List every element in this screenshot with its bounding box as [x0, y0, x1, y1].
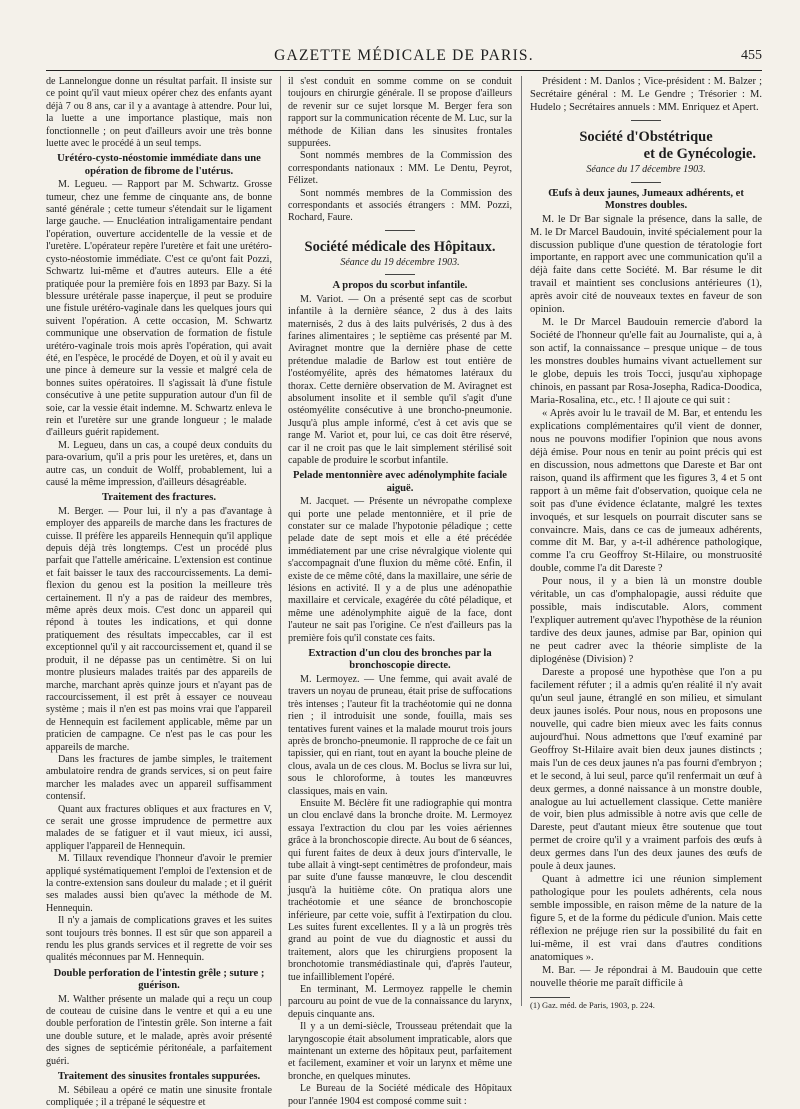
paragraph: M. Jacquet. — Présente un névropathe complexe qui porte une pelade mentonnière, et il prie de constater sur ce malade l'hypotonie péladique ; cette pelade date de sept mois et elle a été précédée immédiatement par une crise névralgique violente qui s'accompagnait d'une fluxion du même côté. Enfin, il existe de ce même côté, dans la maxillaire, une série de lésions en activité. Il y a de plus une adénopathie maxillaire et cervicale, exagérée du côté péladique, et même une adénolymphite aiguë de la face, dont l'auteur ne sait pas l'origine. Ce n'est d'ailleurs pas la première fois qu'il constate ces faits. [288, 496, 512, 645]
paragraph: M. Legueu. — Rapport par M. Schwartz. Grosse tumeur, chez une femme de cinquante ans, de bonne santé générale ; cette tumeur s'étendait sur le ligament large gauche. — Enucléation intraligamentaire pendant l'opération, ouverture accidentelle de la vessie et de l'uretère. L'opérateur repère l'uretère et fait une urétéro-cysto-néostomie immédiate. C'est ce qu'ont fait Pozzi, Schwartz lui-même et d'autres auteurs. Elle a été pratiquée pour la première fois en 1893 par Bazy. Si la blessure urétérale passe inaperçue, il peut se produire une fistule urétéro-vaginale dans les quelques jours qui suivent l'opération. A cette occasion, M. Schwartz communique une observation de formation de fistule urétéro-vaginale trois mois après l'opération, qui avait été, en l'espèce, le procédé de Doyen, et où il y avait eu une pince à demeure sur la vessie et malgré cela de bonnes suites opératoires. Il s'agissait là d'une fistule consécutive à une petite suppuration autour d'un fil de soie, car la vessie était indemne. M. Schwartz enleva le rein et l'uretère sur une grande longueur ; le malade d'ailleurs guérit rapidement. [46, 179, 272, 440]
separator [385, 230, 415, 231]
paragraph: M. Berger. — Pour lui, il n'y a pas d'avantage à employer des appareils de marche dans les fractures de cuisse. Il préfère les appareils Hennequin qu'il applique depuis déjà très longtemps. C'est un procédé plus parfait que l'attelle américaine. L'extension est continue et fait baisser le taux des raccourcissements. La demi-flexion du genou est la position la meilleure très certainement. Il n'y a pas de raideur des membres, même après deux mois. C'est donc un appareil qui répond à toutes les indications, et qui donne pratiquement des résultats impeccables, car il est exceptionnel qu'il y ait raccourcissement et, quand il se produit, il ne dépasse pas un centimètre. Si on lui montre plusieurs malades traités par des appareils de marche, marchant après quinze jours et n'ayant pas de raccourcissement, il est prêt à essayer ce nouveau système ; mais il n'en est pas moins vrai que l'appareil de Hennequin est facilement applicable, même par un praticien de campagne. Ce n'est pas le cas pour les appareils de marche. [46, 506, 272, 754]
paragraph: M. Legueu, dans un cas, a coupé deux conduits du para-ovarium, qu'il a pris pour les uretères, et, dans un autre cas, un conduit de Wolff, probablement, lui a causé la même impression, d'ailleurs désagréable. [46, 440, 272, 490]
paragraph: Sont nommés membres de la Commission des correspondants nationaux : MM. Le Dentu, Peyrot, Félizet. [288, 150, 512, 187]
section-heading: Œufs à deux jaunes, Jumeaux adhérents, et Monstres doubles. [530, 188, 762, 213]
paragraph: « Après avoir lu le travail de M. Bar, et entendu les explications complémentaires qu'il vient de donner, nous ne pouvons modifier l'opinion que nous avons déjà émise. Pour nous en tenir au point précis qui est en discussion, nous admettons que Dareste et Bar ont raison, quand ils affirment que les figures 3, 4 et 5 ont rapport à un même fait d'observation, quoique cela ne soit pas d'une évidence éclatante, malgré les textes invoqués, et sur lesquels on pourrait discuter sans se convaincre. Mais, dans ce cas de jumeaux adhérents, comme dit M. Bar, y a-t-il adhérence pathologique, comme l'a cru Geoffroy St-Hilaire, ou monstruosité double, comme l'a dit Dareste ? [530, 408, 762, 576]
paragraph: Sont nommés membres de la Commission des correspondants et associés étrangers : MM. Pozzi, Rochard, Faure. [288, 188, 512, 225]
section-heading: Double perforation de l'intestin grêle ; suture ; guérison. [46, 968, 272, 993]
section-heading: A propos du scorbut infantile. [288, 280, 512, 292]
paragraph: Pour nous, il y a bien là un monstre double véritable, un cas d'omphalopagie, aussi réduite que possible, mais indiscutable. Alors, comment l'expliquer autrement qu'avec l'hypothèse de la réunion tardive des deux jaunes, admise par Bar, opinion qui ne peut cadrer avec la théorie simpliste de la diplogénèse (Division) ? [530, 576, 762, 667]
paragraph: Quant aux fractures obliques et aux fractures en V, ce serait une grosse imprudence de permettre aux malades de se fatiguer et il vaut mieux, ici aussi, appliquer l'appareil de Hennequin. [46, 804, 272, 854]
column-divider-1 [280, 76, 281, 1006]
paragraph: Il y a un demi-siècle, Trousseau prétendait que la laryngoscopie était absolument impraticable, alors que maintenant un externe des hôpitaux peut, parfaitement et facilement, examiner et voir un larynx et même une bronche, en quelques minutes. [288, 1021, 512, 1083]
paragraph: il s'est conduit en somme comme on se conduit toujours en chirurgie générale. Il se propose d'ailleurs de revenir sur ce sujet lorsque M. Berger fera son rapport sur la communication récente de M. Luc, sur la méthode de Kilian dans les sinusites frontales suppurées. [288, 76, 512, 150]
column-1 [46, 76, 272, 1006]
paragraph: M. Tillaux revendique l'honneur d'avoir le premier appliqué systématiquement l'emploi de l'extension et de la contre-extension sans douleur du malade ; et il guérit ses malades aussi bien qu'avec la méthode de M. Hennequin. [46, 853, 272, 915]
paragraph: Quant à admettre ici une réunion simplement pathologique pour les poulets adhérents, cela nous semble impossible, en raison même de la nature de la figure 5, et de la forme du pédicule d'union. Mais cette réflexion ne préjuge rien sur la possibilité du fait en lui-même, il est vrai dans d'autres conditions anatomiques ». [530, 874, 762, 965]
section-heading: Urétéro-cysto-néostomie immédiate dans une opération de fibrome de l'utérus. [46, 153, 272, 178]
paragraph: Dans les fractures de jambe simples, le traitement ambulatoire rendra de grands services, si on peut faire marcher les malades avec un appareil suffisamment contensif. [46, 754, 272, 804]
session-date: Séance du 17 décembre 1903. [530, 164, 762, 177]
paragraph: Ensuite M. Béclère fit une radiographie qui montra un clou enclavé dans la bronche droite. M. Lermoyez essaya l'extraction du clou par les voies aériennes grâce à la bronchoscopie directe. Au bout de 6 séances, qui furent faites de deux à deux jours d'intervalle, le tube allait à vingt-sept centimètres de profondeur, mais par suite d'une fausse manœuvre, le clou descendit jusqu'à la huitième côte. On pratiqua alors une trachéotomie et une séance de bronchoscopie inférieure, par cette voie, suffit à l'extirpation du clou. Les suites furent excellentes. Il y a là un progrès très grand au point de vue du diagnostic et aussi du traitement, alors que les chirurgiens proposent la bronchotomie transmédiastinale qui, d'après l'auteur, tue infailliblement l'opéré. [288, 798, 512, 984]
page-header [46, 44, 762, 68]
paragraph: Dareste a proposé une hypothèse que l'on a pu facilement réfuter ; il a admis qu'en réalité il n'y avait qu'un seul jaune, étranglé en son milieu, et simulant deux jaunes isolés. Pour nous, nous en proposons une nouvelle, qui cadre bien mieux avec les faits connus aujourd'hui. Nous admettons que l'œuf examiné par Geoffroy St-Hilaire avait bien deux jaunes distincts ; mais l'un de ces deux jaunes n'a pas fourni d'embryon ; et le second, à lui seul, parce qu'il renfermait un œuf à deux germes, a donné naissance à un monstre double, analogue au lui actuellement classique. Cette manière de voir, bien plus admissible à notre avis que celle de Dareste, peut d'autant mieux être soutenue que tout permet de croire qu'il y a vraiment parfois des œufs à deux germes dans l'un des deux jaunes des œufs de poule à deux jaunes. [530, 667, 762, 874]
paragraph: M. le Dr Bar signale la présence, dans la salle, de M. le Dr Marcel Baudouin, invité spécialement pour la discussion publique d'une question de tératologie fort importante, en rapport avec une communication qu'il a déjà faite dans cette Société. M. Bar résume le dit travail et maintient ses conclusions antérieures (1), après avoir cité de nouveaux textes en faveur de son opinion. [530, 214, 762, 318]
running-title: GAZETTE MÉDICALE DE PARIS. [46, 47, 762, 65]
page-number: 455 [741, 48, 762, 64]
footnote: (1) Gaz. méd. de Paris, 1903, p. 224. [530, 1000, 762, 1010]
paragraph: Président : M. Danlos ; Vice-président : M. Balzer ; Secrétaire général : M. Le Gendre ; Trésorier : M. Hudelo ; Secrétaires annuels : MM. Enriquez et Apert. [530, 76, 762, 115]
paragraph: de Lannelongue donne un résultat parfait. Il insiste sur ce point qu'il vaut mieux opérer chez des enfants ayant déjà 7 ou 8 ans, car il y a avantage à attendre. Pour lui, la luette a une importance plastique, mais non fonctionnelle ; on peut d'ailleurs avoir une très bonne luette avec le procédé à un seul temps. [46, 76, 272, 150]
paragraph: Il n'y a jamais de complications graves et les suites sont toujours très bonnes. Il est sûr que son appareil a rendu les plus grands services et il regrette de voir ses qualités méconnues par M. Hennequin. [46, 915, 272, 965]
column-divider-2 [521, 76, 522, 1006]
society-heading: Société d'Obstétrique [530, 129, 762, 146]
paragraph: M. Lermoyez. — Une femme, qui avait avalé de travers un noyau de pruneau, était prise de suffocations très intenses ; l'auteur fit la trachéotomie qui ne donna rien ; il introduisit une sonde, fouilla, mais ses tentatives furent vaines et la malade mourut trois jours après de broncho-pneumonie. Il rapproche de ce fait un tapissier, qui en riant, tout en ayant la bouche pleine de clous, avala un de ces clous. M. Boclus se livra sur lui, sous le chloroforme, à toutes les manœuvres classiques, mais en vain. [288, 674, 512, 798]
separator [385, 274, 415, 275]
section-heading: Traitement des fractures. [46, 492, 272, 504]
paragraph: Le Bureau de la Société médicale des Hôpitaux pour l'année 1904 est composé comme suit : [288, 1083, 512, 1108]
society-heading: Société médicale des Hôpitaux. [288, 239, 512, 256]
separator [631, 120, 661, 121]
column-3 [530, 76, 762, 1006]
paragraph: M. Bar. — Je répondrai à M. Baudouin que cette nouvelle théorie me paraît difficile à [530, 965, 762, 991]
society-heading-line-2: et de Gynécologie. [530, 146, 762, 163]
paragraph: En terminant, M. Lermoyez rappelle le chemin parcouru au point de vue de la connaissance du larynx, depuis cinquante ans. [288, 984, 512, 1021]
session-date: Séance du 19 décembre 1903. [288, 257, 512, 269]
paragraph: M. Walther présente un malade qui a reçu un coup de couteau de cuisine dans le ventre et qui a eu une double perforation de l'intestin grêle. Son interne a fait une double suture, et le malade, après avoir présenté des signes de septicémie péritonéale, a parfaitement guéri. [46, 994, 272, 1068]
paragraph: M. Variot. — On a présenté sept cas de scorbut infantile à la dernière séance, 2 dus à des laits maternisés, 2 dus à des laits pulvérisés, 2 dus à des farines alimentaires ; le septième cas présenté par M. Aviragnet montre que la dernière phase de cette prétendue maladie de Barlow est tout entière de l'ostéomyélite, après des hématomes latéraux du thorax. Cette dernière observation de M. Aviragnet est absolument insolite et il semble qu'il s'agit d'une ostéomyélite consécutive à une broncho-pneumonie. Jusqu'à plus ample informé, c'est à cet avis que se range M. Variot et, pour lui, ce cas doit être réservé, car il ne croit pas que le lait simplement stérilisé soit capable de produire le scorbut infantile. [288, 294, 512, 468]
section-heading: Traitement des sinusites frontales suppurées. [46, 1071, 272, 1083]
paragraph: M. Sébileau a opéré ce matin une sinusite frontale compliquée ; il a trépané le séquestre et [46, 1085, 272, 1109]
section-heading: Pelade mentonnière avec adénolymphite faciale aiguë. [288, 470, 512, 495]
column-2 [288, 76, 512, 1006]
header-rule [46, 70, 762, 71]
section-heading: Extraction d'un clou des bronches par la bronchoscopie directe. [288, 648, 512, 673]
footnote-rule [530, 997, 570, 998]
separator [631, 182, 661, 183]
paragraph: M. le Dr Marcel Baudouin remercie d'abord la Société de l'honneur qu'elle fait au Journaliste, qui a, à son actif, la connaissance – presque unique – de tous les monstres doubles humains vivant actuellement sur le globe, depuis les trois Tocci, jusqu'au xiphopage chinois, en passant par Rosa-Josepha, Radica-Doodica, Maria-Rosalina, etc., etc. ! Il ajoute ce qui suit : [530, 317, 762, 408]
